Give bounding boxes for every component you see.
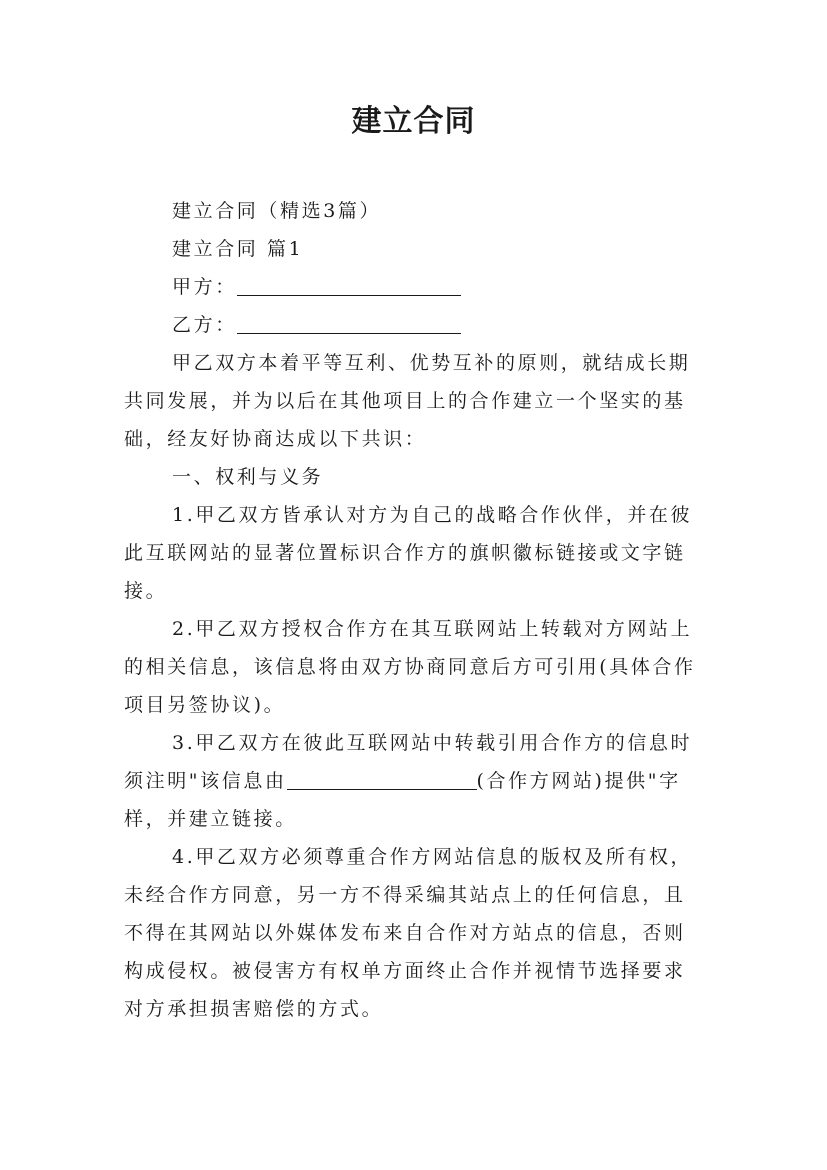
website-name-blank: [287, 767, 477, 790]
party-a-blank: [237, 273, 461, 296]
party-a-line: [124, 268, 704, 306]
party-b-label: 乙方：: [172, 314, 237, 336]
clause-heading: 一、权利与义务: [172, 466, 324, 488]
intro-paragraph: 甲乙双方本着平等互利、优势互补的原则，就结成长期共同发展，并为以后在其他项目上的合作建立一个坚实的基础，经友好协商达成以下共识：: [124, 352, 691, 450]
clause-4: 4.甲乙双方必须尊重合作方网站信息的版权及所有权，未经合作方同意，另一方不得采编其站点上的任何信息，且不得在其网站以外媒体发布来自合作对方站点的信息，否则构成侵权。被侵害方有权单方面终止合作并视情节选择要求对方承担损害赔偿的方式。: [124, 846, 693, 1020]
clause-3: [124, 724, 704, 838]
document-title: 建立合同: [351, 104, 476, 139]
clause-3-after: (合作方网站)提供"字样，并建立链接。: [124, 770, 681, 830]
document-body: [124, 192, 704, 1028]
clause-2: 2.甲乙双方授权合作方在其互联网站上转载对方网站上的相关信息，该信息将由双方协商同意后方可引用(具体合作项目另签协议)。: [124, 618, 696, 716]
section-heading: 建立合同 篇1: [172, 238, 304, 260]
party-b-line: [124, 306, 704, 344]
subtitle: 建立合同（精选3篇）: [172, 200, 382, 222]
clause-3-before: 3.甲乙双方在彼此互联网站中转载引用合作方的信息时须注明"该信息由: [124, 732, 693, 792]
clause-1: 1.甲乙双方皆承认对方为自己的战略合作伙伴，并在彼此互联网站的显著位置标识合作方的旗帜徽标链接或文字链接。: [124, 504, 693, 602]
party-a-label: 甲方：: [172, 276, 237, 298]
party-b-blank: [237, 311, 461, 334]
